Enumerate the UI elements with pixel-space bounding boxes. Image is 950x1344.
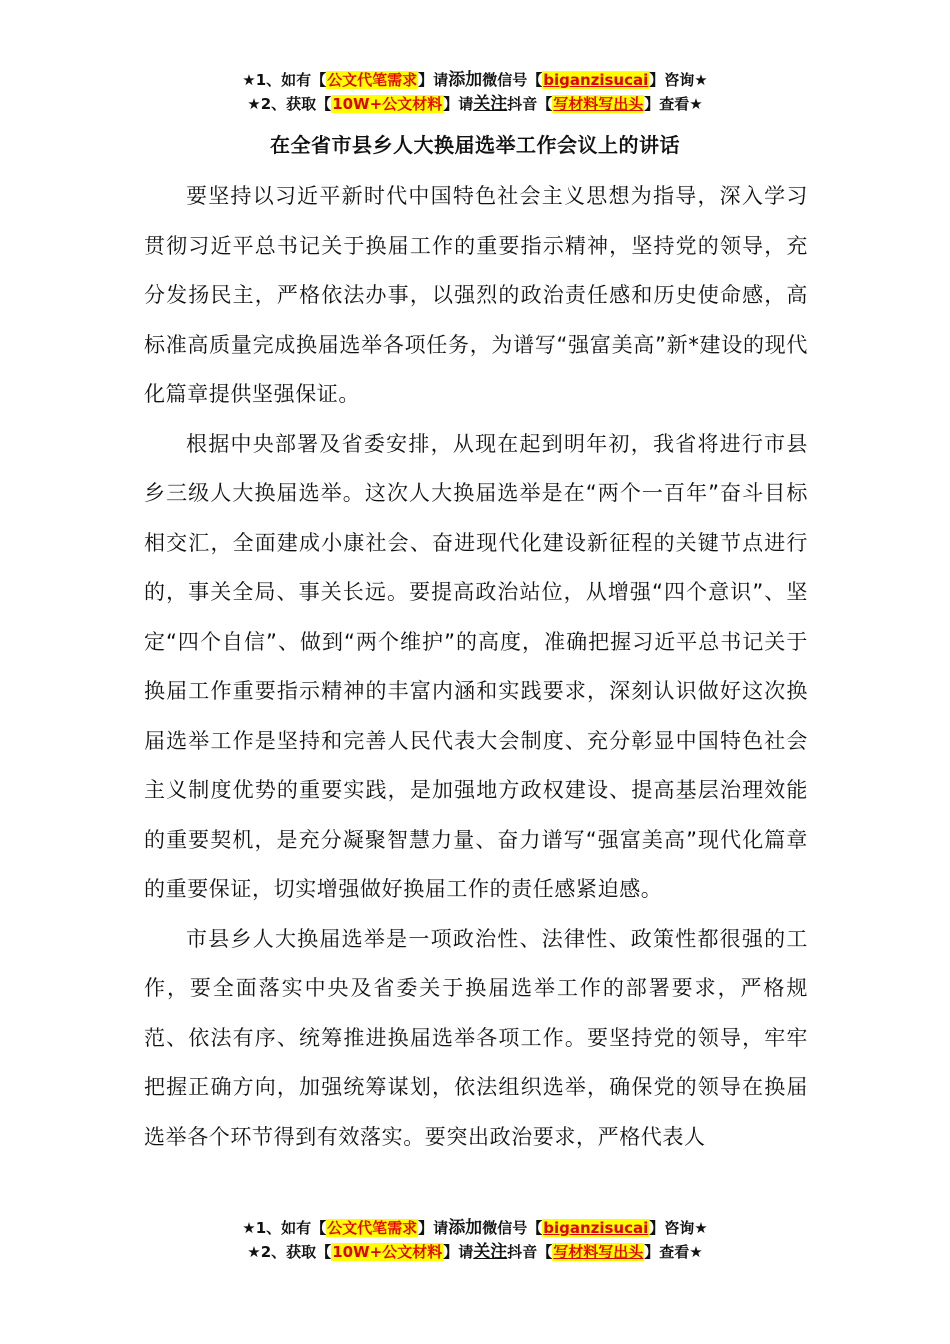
banner-text: 】请 (443, 95, 474, 113)
banner-emphasis: 添加 (448, 70, 483, 90)
banner-text: 】请 (418, 1219, 449, 1237)
document-title: 在全省市县乡人大换届选举工作会议上的讲话 (270, 133, 680, 157)
banner-text: 抖音【 (507, 95, 553, 113)
banner-text: 微信号【 (482, 1219, 543, 1237)
banner-emphasis: 添加 (448, 1218, 483, 1238)
banner-line-2 (0, 1240, 950, 1264)
banner-highlight-douyin: 写材料写出头 (553, 1243, 644, 1261)
body-paragraph: 根据中央部署及省委安排，从现在起到明年初，我省将进行市县乡三级人大换届选举。这次人大换届选举是在“两个一百年”奋斗目标相交汇，全面建成小康社会、奋进现代化建设新征程的关键节点进行的，事关全局、事关长远。要提高政治站位，从增强“四个意识”、坚定“四个自信”、做到“两个维护”的高度，准确把握习近平总书记关于换届工作重要指示精神的丰富内涵和实践要求，深刻认识做好这次换届选举工作是坚持和完善人民代表大会制度、充分彰显中国特色社会主义制度优势的重要实践，是加强地方政权建设、提高基层治理效能的重要契机，是充分凝聚智慧力量、奋力谱写“强富美高”现代化篇章的重要保证，切实增强做好换届工作的责任感紧迫感。 (144, 431, 808, 901)
banner-text: 】请 (443, 1243, 474, 1261)
banner-highlight-wechat: biganzisucai (543, 71, 649, 89)
banner-line-1 (0, 1216, 950, 1240)
banner-text: ★1、如有【 (242, 71, 327, 89)
banner-text: 】咨询★ (649, 1219, 708, 1237)
banner-line-2 (0, 92, 950, 116)
banner-emphasis: 关注 (473, 1242, 508, 1262)
body-paragraph: 要坚持以习近平新时代中国特色社会主义思想为指导，深入学习贯彻习近平总书记关于换届工作的重要指示精神，坚持党的领导，充分发扬民主，严格依法办事，以强烈的政治责任感和历史使命感，高标准高质量完成换届选举各项任务，为谱写“强富美高”新*建设的现代化篇章提供坚强保证。 (144, 184, 808, 406)
footer-banner (0, 1216, 950, 1264)
banner-text: 】查看★ (644, 1243, 703, 1261)
banner-emphasis: 关注 (473, 94, 508, 114)
banner-highlight: 公文代笔需求 (327, 71, 418, 89)
banner-highlight: 公文代笔需求 (327, 1219, 418, 1237)
banner-text: ★1、如有【 (242, 1219, 327, 1237)
banner-text: 抖音【 (507, 1243, 553, 1261)
banner-line-1 (0, 68, 950, 92)
banner-highlight: 10W+公文材料 (332, 1243, 443, 1261)
banner-text: ★2、获取【 (247, 1243, 332, 1261)
banner-text: 】查看★ (644, 95, 703, 113)
banner-text: 】咨询★ (649, 71, 708, 89)
body-paragraph: 市县乡人大换届选举是一项政治性、法律性、政策性都很强的工作，要全面落实中央及省委关于换届选举工作的部署要求，严格规范、依法有序、统筹推进换届选举各项工作。要坚持党的领导，牢牢把握正确方向，加强统筹谋划，依法组织选举，确保党的领导在换届选举各个环节得到有效落实。要突出政治要求，严格代表人 (144, 926, 808, 1149)
banner-highlight: 10W+公文材料 (332, 95, 443, 113)
document-body (144, 172, 808, 1162)
banner-text: 微信号【 (482, 71, 543, 89)
banner-highlight-douyin: 写材料写出头 (553, 95, 644, 113)
banner-highlight-wechat: biganzisucai (543, 1219, 649, 1237)
header-banner (0, 68, 950, 116)
banner-text: ★2、获取【 (247, 95, 332, 113)
banner-text: 】请 (418, 71, 449, 89)
